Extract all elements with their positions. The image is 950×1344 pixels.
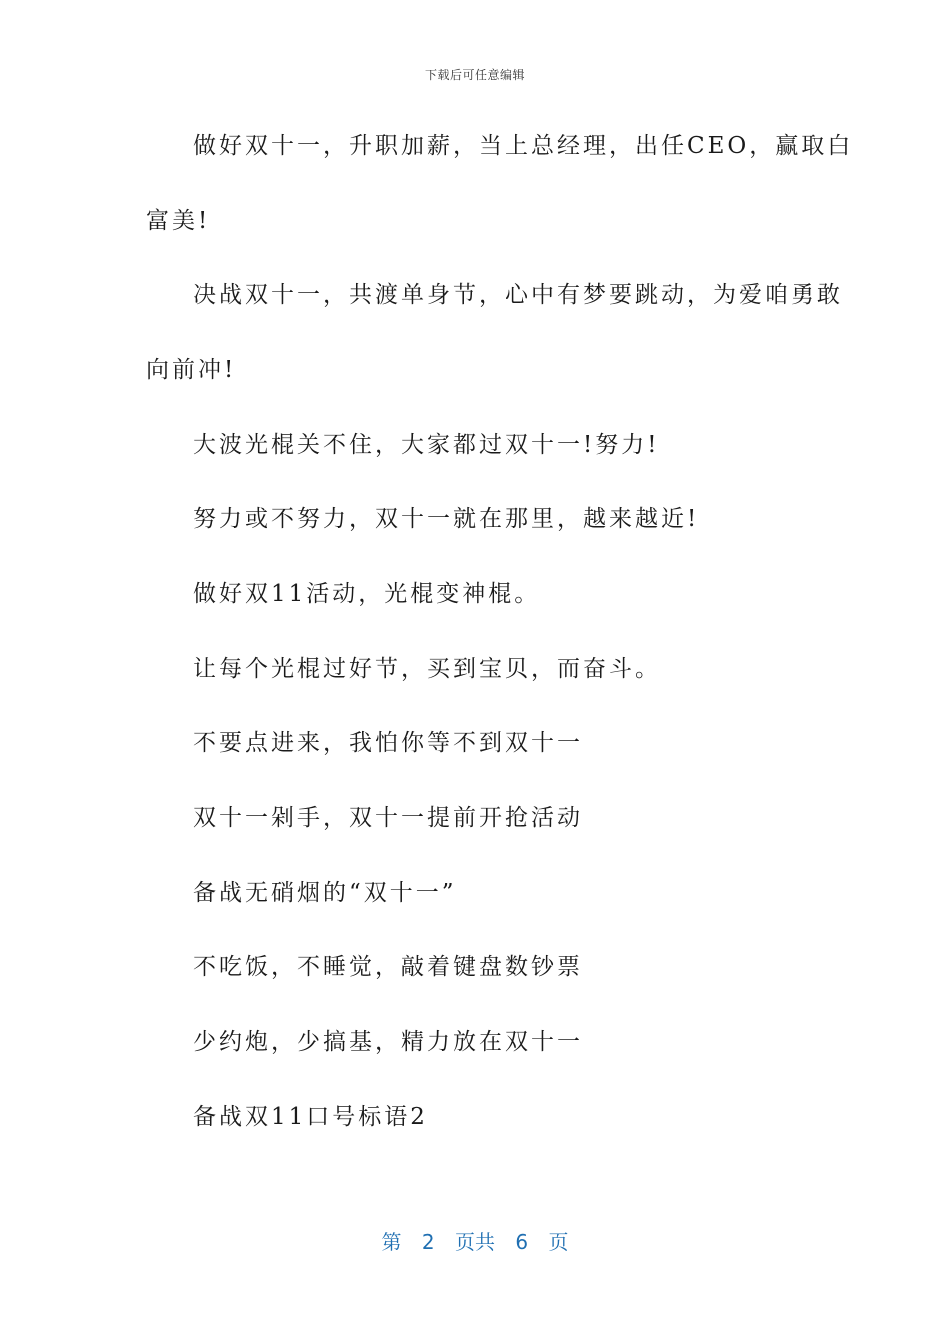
footer-prefix: 第 — [381, 1230, 402, 1254]
paragraph-line: 少约炮，少搞基，精力放在双十一 — [193, 1029, 583, 1055]
footer-middle: 页共 — [455, 1230, 495, 1254]
paragraph-line: 不吃饭，不睡觉，敲着键盘数钞票 — [193, 954, 583, 980]
paragraph-line: 让每个光棍过好节，买到宝贝，而奋斗。 — [193, 656, 661, 682]
page-footer — [0, 1226, 950, 1255]
paragraph-line: 大波光棍关不住，大家都过双十一!努力! — [193, 432, 660, 458]
paragraph-line: 备战无硝烟的“双十一” — [193, 880, 457, 906]
paragraph-line: 决战双十一，共渡单身节，心中有梦要跳动，为爱咱勇敢 — [193, 282, 843, 308]
footer-current-page: 2 — [421, 1230, 435, 1254]
paragraph-line: 努力或不努力，双十一就在那里，越来越近! — [193, 506, 700, 532]
footer-suffix: 页 — [548, 1230, 569, 1254]
paragraph-line: 向前冲! — [146, 357, 237, 383]
footer-total-pages: 6 — [515, 1230, 529, 1254]
paragraph-line: 富美! — [146, 208, 211, 234]
paragraph-line: 做好双11活动，光棍变神棍。 — [193, 581, 541, 607]
header-note: 下载后可任意编辑 — [424, 68, 525, 82]
paragraph-line: 做好双十一，升职加薪，当上总经理，出任CEO，赢取白 — [193, 133, 854, 159]
paragraph-line: 备战双11口号标语2 — [193, 1104, 428, 1130]
paragraph-line: 不要点进来，我怕你等不到双十一 — [193, 730, 583, 756]
paragraph-line: 双十一剁手，双十一提前开抢活动 — [193, 805, 583, 831]
